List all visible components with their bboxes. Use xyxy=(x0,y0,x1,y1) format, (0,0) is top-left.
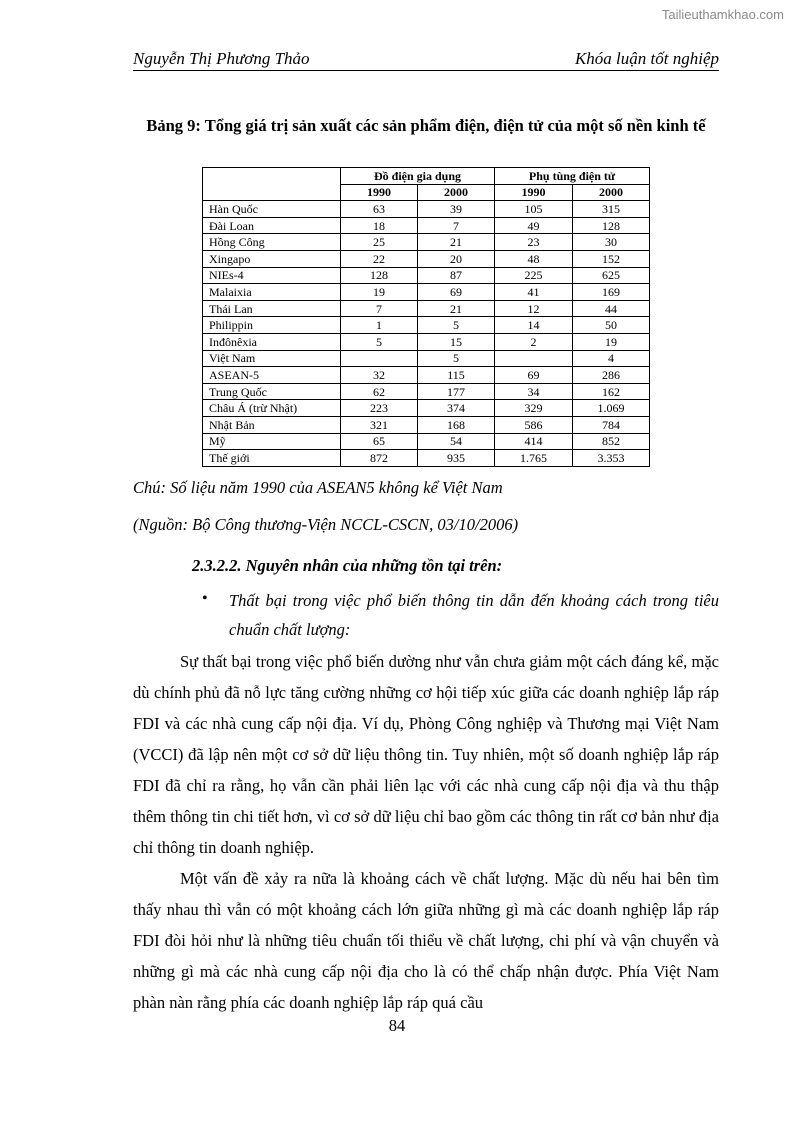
value-cell: 32 xyxy=(341,367,418,384)
table-row xyxy=(203,201,650,218)
value-cell: 69 xyxy=(418,284,495,301)
value-cell: 7 xyxy=(341,300,418,317)
value-cell: 4 xyxy=(573,350,650,367)
row-label: Nhật Bản xyxy=(203,416,341,433)
section-heading: 2.3.2.2. Nguyên nhân của những tồn tại trên: xyxy=(192,556,503,575)
row-label: Châu Á (trừ Nhật) xyxy=(203,400,341,417)
row-label: Philippin xyxy=(203,317,341,334)
value-cell: 5 xyxy=(418,350,495,367)
table-row xyxy=(203,450,650,467)
value-cell: 62 xyxy=(341,383,418,400)
value-cell: 374 xyxy=(418,400,495,417)
value-cell: 69 xyxy=(495,367,573,384)
header-group-components: Phụ tùng điện tử xyxy=(495,168,650,185)
table-row xyxy=(203,300,650,317)
row-label: NIEs-4 xyxy=(203,267,341,284)
table-row xyxy=(203,367,650,384)
value-cell: 3.353 xyxy=(573,450,650,467)
value-cell: 105 xyxy=(495,201,573,218)
table-source: (Nguồn: Bộ Công thương-Viện NCCL-CSCN, 03/10/2006) xyxy=(133,515,519,534)
value-cell: 7 xyxy=(418,217,495,234)
value-cell: 935 xyxy=(418,450,495,467)
value-cell: 2 xyxy=(495,333,573,350)
paragraph-1: Sự thất bại trong việc phổ biến dường như vẫn chưa giảm một cách đáng kể, mặc dù chính phủ đã nỗ lực tăng cường những cơ hội tiếp xúc giữa các doanh nghiệp lắp ráp FDI và các nhà cung cấp nội địa. Ví dụ, Phòng Công nghiệp và Thương mại Việt Nam (VCCI) đã lập nên một cơ sở dữ liệu thông tin. Tuy nhiên, một số doanh nghiệp lắp ráp FDI đã chỉ ra rằng, họ vẫn cần phải liên lạc với các nhà cung cấp nội địa và thu thập thêm thông tin chi tiết hơn, vì cơ sở dữ liệu chỉ bao gồm các thông tin rất cơ bản như địa chỉ thông tin doanh nghiệp. xyxy=(133,652,719,857)
row-label: Malaixia xyxy=(203,284,341,301)
value-cell: 19 xyxy=(341,284,418,301)
table-row xyxy=(203,383,650,400)
value-cell: 12 xyxy=(495,300,573,317)
value-cell: 1 xyxy=(341,317,418,334)
value-cell: 168 xyxy=(418,416,495,433)
value-cell: 21 xyxy=(418,300,495,317)
row-label: Thế giới xyxy=(203,450,341,467)
value-cell: 54 xyxy=(418,433,495,450)
header-group-household: Đồ điện gia dụng xyxy=(341,168,495,185)
value-cell: 44 xyxy=(573,300,650,317)
table-row xyxy=(203,433,650,450)
row-label: Thái Lan xyxy=(203,300,341,317)
value-cell: 39 xyxy=(418,201,495,218)
table-row xyxy=(203,317,650,334)
bullet-icon: • xyxy=(202,590,208,607)
table-row xyxy=(203,234,650,251)
value-cell xyxy=(495,350,573,367)
value-cell: 5 xyxy=(341,333,418,350)
value-cell: 14 xyxy=(495,317,573,334)
table-row xyxy=(203,250,650,267)
value-cell: 21 xyxy=(418,234,495,251)
watermark: Tailieuthamkhao.com xyxy=(661,7,784,22)
value-cell: 49 xyxy=(495,217,573,234)
value-cell: 115 xyxy=(418,367,495,384)
value-cell: 63 xyxy=(341,201,418,218)
table-row xyxy=(203,400,650,417)
value-cell: 784 xyxy=(573,416,650,433)
value-cell: 169 xyxy=(573,284,650,301)
value-cell: 1.069 xyxy=(573,400,650,417)
value-cell: 48 xyxy=(495,250,573,267)
row-label: Xingapo xyxy=(203,250,341,267)
row-label: Hồng Công xyxy=(203,234,341,251)
row-label: ASEAN-5 xyxy=(203,367,341,384)
row-label: Hàn Quốc xyxy=(203,201,341,218)
value-cell: 20 xyxy=(418,250,495,267)
row-label: Mỹ xyxy=(203,433,341,450)
row-label: Việt Nam xyxy=(203,350,341,367)
header-author: Nguyễn Thị Phương Thảo xyxy=(133,49,310,68)
value-cell: 177 xyxy=(418,383,495,400)
value-cell: 87 xyxy=(418,267,495,284)
table-title: Bảng 9: Tổng giá trị sản xuất các sản phẩm điện, điện tử của một số nền kinh tế xyxy=(146,116,706,135)
value-cell: 5 xyxy=(418,317,495,334)
value-cell: 18 xyxy=(341,217,418,234)
paragraph-2: Một vấn đề xảy ra nữa là khoảng cách về chất lượng. Mặc dù nếu hai bên tìm thấy nhau thì vẫn có một khoảng cách lớn giữa những gì mà các doanh nghiệp lắp ráp FDI đòi hỏi như là những tiêu chuẩn tối thiểu về chất lượng, chi phí và vận chuyển và những gì mà các nhà cung cấp nội địa cho là có thể chấp nhận được. Phía Việt Nam phàn nàn rằng phía các doanh nghiệp lắp ráp quá cầu xyxy=(133,869,719,1012)
value-cell: 225 xyxy=(495,267,573,284)
value-cell: 286 xyxy=(573,367,650,384)
table-note: Chú: Số liệu năm 1990 của ASEAN5 không kể Việt Nam xyxy=(133,478,503,497)
value-cell: 128 xyxy=(573,217,650,234)
value-cell: 41 xyxy=(495,284,573,301)
value-cell: 19 xyxy=(573,333,650,350)
value-cell: 65 xyxy=(341,433,418,450)
header-year: 1990 xyxy=(341,184,418,201)
table-row xyxy=(203,217,650,234)
value-cell: 162 xyxy=(573,383,650,400)
value-cell: 22 xyxy=(341,250,418,267)
header-empty-cell xyxy=(203,168,341,201)
bullet-text: Thất bại trong việc phổ biến thông tin dẫn đến khoảng cách trong tiêu chuẩn chất lượng: xyxy=(229,591,719,639)
value-cell: 15 xyxy=(418,333,495,350)
value-cell: 223 xyxy=(341,400,418,417)
table-row xyxy=(203,333,650,350)
page-header xyxy=(133,48,719,71)
value-cell: 329 xyxy=(495,400,573,417)
value-cell: 852 xyxy=(573,433,650,450)
value-cell: 23 xyxy=(495,234,573,251)
page-number: 84 xyxy=(388,1016,406,1035)
value-cell: 152 xyxy=(573,250,650,267)
value-cell: 128 xyxy=(341,267,418,284)
value-cell xyxy=(341,350,418,367)
table-row xyxy=(203,267,650,284)
header-doc-type: Khóa luận tốt nghiệp xyxy=(574,49,719,68)
value-cell: 872 xyxy=(341,450,418,467)
row-label: Đài Loan xyxy=(203,217,341,234)
row-label: Inđônêxia xyxy=(203,333,341,350)
value-cell: 321 xyxy=(341,416,418,433)
production-table xyxy=(202,167,650,467)
value-cell: 1.765 xyxy=(495,450,573,467)
value-cell: 586 xyxy=(495,416,573,433)
table-row xyxy=(203,284,650,301)
value-cell: 34 xyxy=(495,383,573,400)
value-cell: 50 xyxy=(573,317,650,334)
value-cell: 414 xyxy=(495,433,573,450)
header-year: 2000 xyxy=(573,184,650,201)
table-header-row-groups xyxy=(203,168,650,185)
table-row xyxy=(203,416,650,433)
row-label: Trung Quốc xyxy=(203,383,341,400)
table-body xyxy=(203,201,650,467)
value-cell: 315 xyxy=(573,201,650,218)
header-year: 2000 xyxy=(418,184,495,201)
value-cell: 25 xyxy=(341,234,418,251)
header-year: 1990 xyxy=(495,184,573,201)
table-row xyxy=(203,350,650,367)
value-cell: 30 xyxy=(573,234,650,251)
value-cell: 625 xyxy=(573,267,650,284)
